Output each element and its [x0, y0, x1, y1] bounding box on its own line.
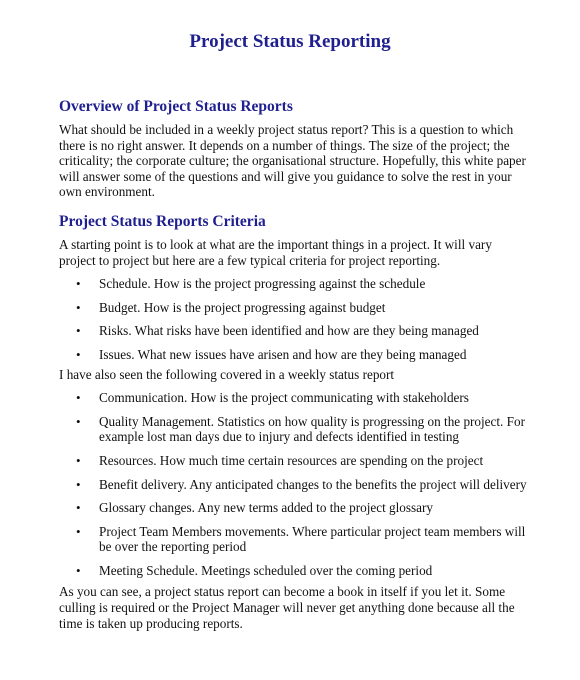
list-item-text: Issues. What new issues have arisen and how are they being managed	[99, 346, 467, 362]
list-item-text: Risks. What risks have been identified and how are they being managed	[99, 323, 479, 339]
bullet-icon: •	[76, 452, 81, 468]
list-item-text: Project Team Members movements. Where particular project team members will be over the reporting period	[99, 523, 526, 555]
list-item-text: Budget. How is the project progressing against budget	[99, 299, 386, 315]
bullet-icon: •	[76, 523, 81, 539]
list-item	[59, 563, 531, 579]
list-item-text: Meeting Schedule. Meetings scheduled over the coming period	[99, 562, 433, 578]
page-title: Project Status Reporting	[189, 31, 391, 52]
criteria-intro-paragraph: A starting point is to look at what are the important things in a project. It will vary project to project but here are a few typical criteria for project reporting.	[59, 236, 492, 268]
list-item	[59, 300, 531, 316]
bullet-icon: •	[76, 323, 81, 339]
list-item	[59, 477, 531, 493]
bullet-icon: •	[76, 276, 81, 292]
list-item	[59, 524, 531, 555]
bullet-icon: •	[76, 390, 81, 406]
bullet-icon: •	[76, 476, 81, 492]
list-item-text: Communication. How is the project communicating with stakeholders	[99, 390, 469, 406]
bullet-icon: •	[76, 299, 81, 315]
bullet-icon: •	[76, 562, 81, 578]
additional-items-paragraph: I have also seen the following covered in a weekly status report	[59, 366, 395, 382]
bullet-icon: •	[76, 346, 81, 362]
list-item-text: Benefit delivery. Any anticipated changes to the benefits the project will delivery	[99, 476, 527, 492]
list-item-text: Quality Management. Statistics on how quality is progressing on the project. For example lost man days due to injury and defects identified in testing	[99, 413, 525, 445]
list-item	[59, 347, 531, 363]
criteria-heading: Project Status Reports Criteria	[59, 212, 266, 230]
overview-paragraph: What should be included in a weekly project status report? This is a question to which there is no right answer. It depends on a number of things. The size of the project; the criticality; the corporate culture; the organisational structure. Hopefully, this white paper will answer some of the questions and will give you guidance to solve the rest in your own environment.	[59, 122, 526, 200]
list-item	[59, 500, 531, 516]
list-item-text: Glossary changes. Any new terms added to the project glossary	[99, 500, 434, 516]
list-item	[59, 323, 531, 339]
additional-items-list	[59, 390, 531, 578]
list-item	[59, 276, 531, 292]
document-body	[59, 96, 531, 631]
overview-heading: Overview of Project Status Reports	[59, 98, 293, 115]
list-item-text: Resources. How much time certain resources are spending on the project	[99, 452, 484, 468]
closing-paragraph: As you can see, a project status report can become a book in itself if you let it. Some culling is required or the Project Manager will never get anything done because all the time is taken up producing reports.	[59, 584, 515, 631]
bullet-icon: •	[76, 413, 81, 429]
list-item-text: Schedule. How is the project progressing against the schedule	[99, 276, 426, 292]
list-item	[59, 414, 531, 445]
criteria-list	[59, 276, 531, 362]
list-item	[59, 390, 531, 406]
list-item	[59, 453, 531, 469]
bullet-icon: •	[76, 500, 81, 516]
